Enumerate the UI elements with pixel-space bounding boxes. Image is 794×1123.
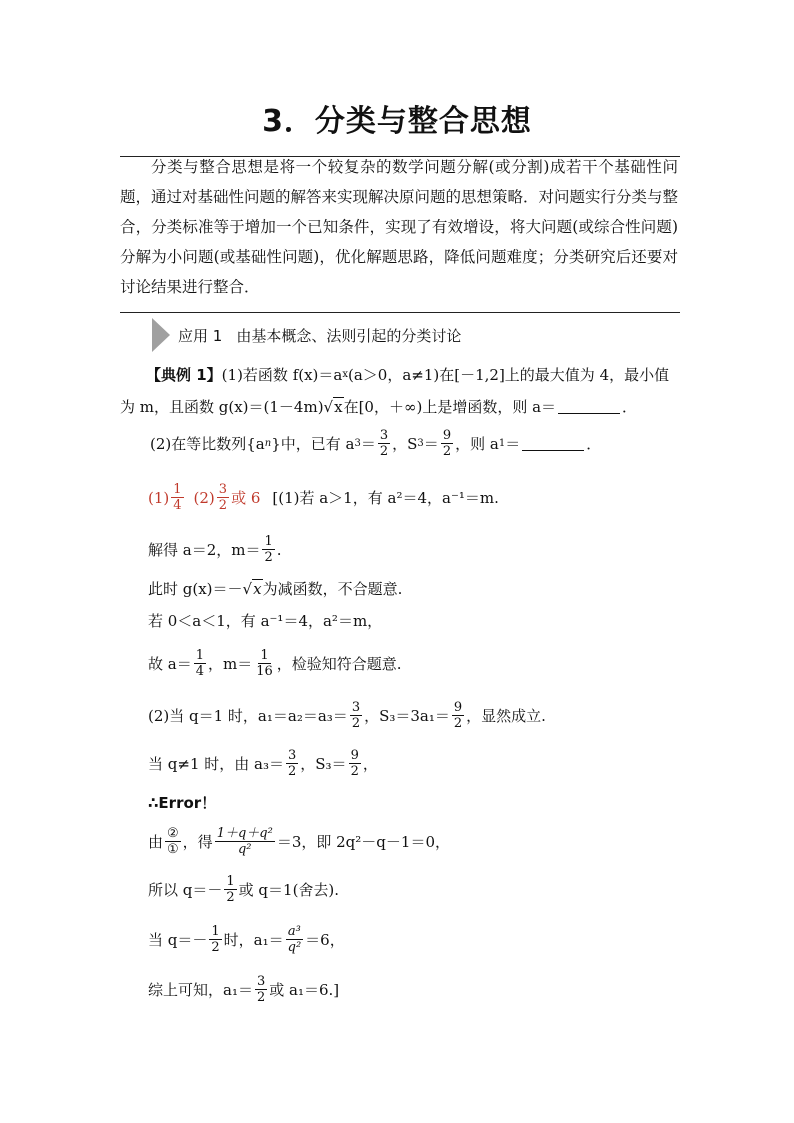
frac-den: 2 [453,716,463,731]
intro-paragraph [120,152,678,302]
fraction [209,924,221,955]
section-banner [152,318,461,352]
frac-num: 3 [256,974,266,989]
sol-text: 时，a₁＝ [223,931,284,949]
example-q1-line2 [120,396,637,417]
solution-line5 [148,648,402,679]
q2-text-c: }中，已有 a [271,435,355,453]
frac-den: 16 [256,664,273,679]
fraction [215,826,275,857]
sqrt-radicand: x [334,398,343,416]
frac-num: 3 [351,700,361,715]
frac-den: 2 [211,940,220,955]
q2-text-a: (2)在等比数列{a [150,435,265,453]
frac-num: 1 [264,534,273,549]
fraction [165,826,181,857]
sol-text: 解得 a＝2，m＝ [148,541,261,559]
sol-text: 此时 g(x)＝－ [148,580,243,598]
q2-eq2: ＝ [423,435,439,453]
sol-text: 故 a＝ [148,655,192,673]
solution-line7 [148,748,378,779]
frac-den: 2 [442,444,452,459]
fraction [349,748,361,779]
q2-sub-3: 3 [354,438,361,449]
solution-line11 [148,924,345,955]
solution-line1: [(1)若 a＞1，有 a²＝4，a⁻¹＝m. [272,489,499,507]
answer-part1: (1) [148,488,170,507]
fraction [255,974,267,1005]
sol-text: ，S₃＝ [300,755,347,773]
frac-den: ① [167,842,179,857]
solution-line2 [148,534,282,565]
fraction [286,748,298,779]
sol-text: 所以 q＝－ [148,881,223,899]
solution-line9 [148,826,450,857]
frac-den: 2 [226,890,235,905]
example-tag: 【典例 1】 [146,366,222,384]
solution-line4 [148,610,382,631]
frac-den: 2 [264,550,273,565]
frac-num: 1＋q＋q² [216,826,273,841]
q2-sub-n: n [264,438,272,449]
answer-line [148,482,499,513]
arrow-icon [152,318,170,352]
sol-text: ，得 [182,833,213,851]
example-q2 [150,428,601,459]
error-text: ∴Error！ [148,794,217,812]
q2-text-l: ． [586,435,602,453]
frac-num: 3 [379,428,389,443]
frac-den: q² [287,940,302,955]
solution-line3 [148,578,402,599]
frac-num: a³ [287,924,301,939]
fraction [452,700,464,731]
q2-sub-1: 1 [498,438,506,449]
frac-num: 9 [453,700,463,715]
solution-line10 [148,874,339,905]
q1-text-d: 为 m，且函数 g(x)＝(1－4m) [120,398,324,416]
fraction [286,924,304,955]
frac-den: 4 [173,498,182,513]
fraction [171,482,183,513]
sol-text: 或 a₁＝6.] [269,981,340,999]
intro-text: 分类与整合思想是将一个较复杂的数学问题分解(或分割)成若干个基础性问题，通过对基础性问题的解答来实现解决原问题的思想策略．对问题实行分类与整合，分类标准等于增加一个已知条件，实现了有效增设，将大问题(或综合性问题)分解为小问题(或基础性问题)，优化解题思路，降低问题难度；分类研究后还要对讨论结果进行整合． [120,158,679,296]
sqrt-radicand: x [253,580,262,598]
sol-text: ， [362,755,378,773]
sol-text: (2)当 q＝1 时，a₁＝a₂＝a₃＝ [148,707,348,725]
bottom-rule [120,312,680,313]
frac-den: 2 [287,764,297,779]
frac-num: 1 [195,648,204,663]
solution-line6 [148,700,546,731]
frac-den: 2 [256,990,266,1005]
section-desc: 由基本概念、法则引起的分类讨论 [236,326,462,345]
sol-text: 当 q≠1 时，由 a₃＝ [148,755,284,773]
sol-text: ，显然成立. [466,707,546,725]
frac-num: 1 [173,482,182,497]
q2-eq1: ＝ [360,435,376,453]
q1-sup: x [342,369,348,380]
frac-den: 2 [379,444,389,459]
q2-text-f: ，S [392,435,418,453]
sol-text: 由 [148,833,164,851]
frac-den: 2 [351,716,361,731]
q2-sub-3b: 3 [417,438,424,449]
sol-text: 为减函数，不合题意. [262,580,403,598]
sol-text: . [276,540,282,559]
answer-part2: (2) [193,488,215,507]
fraction [378,428,390,459]
q1-text-c: (a＞0，a≠1)在[－1,2]上的最大值为 4，最小值 [348,366,670,384]
fraction [350,700,362,731]
q1-text-a: (1)若函数 f(x)＝a [221,366,343,384]
frac-num: 1 [260,648,269,663]
sol-text: 综上可知，a₁＝ [148,981,253,999]
frac-num: 3 [287,748,297,763]
fraction [262,534,274,565]
fraction [217,482,229,513]
q2-eq3: ＝ [505,435,521,453]
frac-den: 2 [350,764,359,779]
sol-text: ，S₃＝3a₁＝ [364,707,450,725]
frac-num: 9 [442,428,452,443]
answer-blank [558,399,620,414]
frac-den: q² [237,842,252,857]
sol-text: ，检验知符合题意. [276,655,402,673]
page-title: 3．分类与整合思想 [262,104,532,139]
sqrt-symbol: √ x [323,398,343,416]
sol-text: ，m＝ [208,655,253,673]
example-q1-line1 [146,364,669,385]
solution-line12 [148,974,339,1005]
sol-text: 若 0＜a＜1，有 a⁻¹＝4，a²＝m， [148,612,383,630]
frac-num: 1 [211,924,220,939]
section-label: 应用 1 [178,326,223,345]
solution-line8 [148,792,216,813]
answer-blank [522,436,584,451]
answer-part3: 或 6 [231,489,261,507]
sol-text: 或 q＝1(舍去). [238,881,340,899]
fraction [194,648,206,679]
q2-text-i: ，则 a [455,435,499,453]
fraction [224,874,236,905]
q1-text-g: ． [622,398,638,416]
sol-text: ＝6， [305,931,345,949]
frac-num: 9 [350,748,359,763]
frac-den: 2 [218,498,228,513]
sol-text: ＝3，即 2q²－q－1＝0， [276,833,450,851]
frac-num: 3 [218,482,228,497]
sqrt-symbol: √ x [242,580,262,598]
q1-text-f: 在[0，＋∞)上是增函数，则 a＝ [343,398,557,416]
fraction [441,428,453,459]
fraction [254,648,275,679]
sol-text: 当 q＝－ [148,931,208,949]
frac-den: 4 [195,664,204,679]
frac-num: ② [167,826,179,841]
frac-num: 1 [226,874,235,889]
